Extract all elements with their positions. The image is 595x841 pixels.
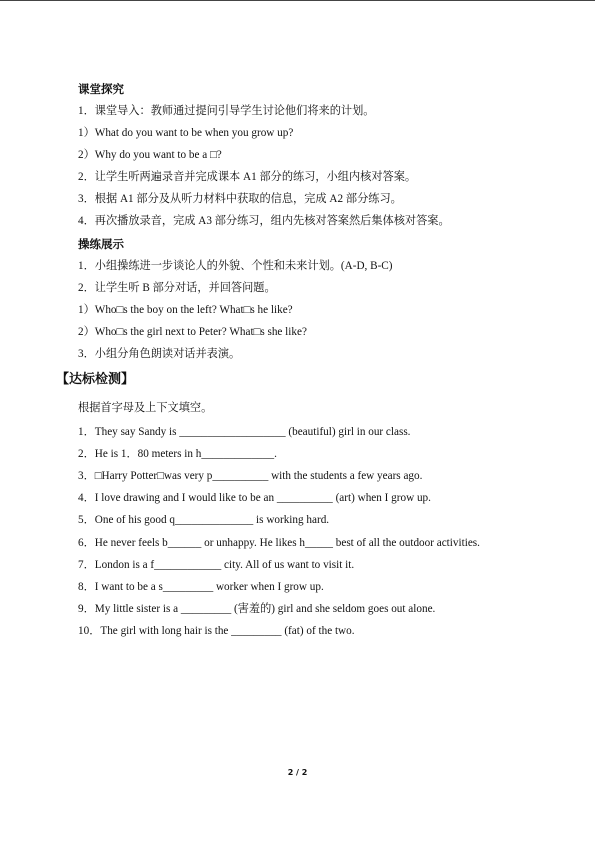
page-top-border: [0, 0, 595, 1]
fill-in-exercise-list: [78, 421, 528, 642]
exercise-item: 3．□Harry Potter□was very p__________ with the students a few years ago.: [78, 470, 423, 483]
exercise-item: 6．He never feels b______ or unhappy. He likes h_____ best of all the outdoor activities.: [78, 536, 480, 549]
practice-line: 1．小组操练进一步谈论人的外貌、个性和未来计划。(A-D, B-C): [78, 259, 393, 272]
practice-display-list: [78, 255, 528, 365]
exercise-item: 4．I love drawing and I would like to be an __________ (art) when I grow up.: [78, 492, 431, 505]
inquiry-line: 2）Why do you want to be a □?: [78, 149, 222, 162]
inquiry-line: 2．让学生听两遍录音并完成课本 A1 部分的练习，小组内核对答案。: [78, 171, 417, 184]
inquiry-line: 1．课堂导入：教师通过提问引导学生讨论他们将来的计划。: [78, 105, 375, 117]
exercise-item: 8．I want to be a s_________ worker when I grow up.: [78, 580, 324, 593]
section-heading-assessment: 【达标检测】: [56, 372, 135, 388]
practice-line: 2）Who□s the girl next to Peter? What□s she like?: [78, 325, 307, 338]
inquiry-line: 3．根据 A1 部分及从听力材料中获取的信息，完成 A2 部分练习。: [78, 193, 402, 206]
practice-line: 2．让学生听 B 部分对话，并回答问题。: [78, 281, 276, 294]
inquiry-line: 1）What do you want to be when you grow up?: [78, 127, 294, 140]
exercise-item: 7．London is a f____________ city. All of us want to visit it.: [78, 558, 355, 571]
exercise-instructions: 根据首字母及上下文填空。: [78, 402, 213, 415]
document-body: [56, 78, 528, 642]
exercise-item: 9．My little sister is a _________ (害羞的) girl and she seldom goes out alone.: [78, 602, 436, 615]
practice-line: 1）Who□s the boy on the left? What□s he like?: [78, 303, 293, 316]
exercise-item: 1．They say Sandy is ___________________ (beautiful) girl in our class.: [78, 426, 411, 439]
classroom-inquiry-list: [78, 100, 528, 233]
exercise-item: 2．He is 1．80 meters in h_____________.: [78, 448, 277, 461]
section-heading-classroom-inquiry: 课堂探究: [78, 82, 124, 96]
inquiry-line: 4．再次播放录音，完成 A3 部分练习，组内先核对答案然后集体核对答案。: [78, 215, 450, 228]
section-heading-practice-display: 操练展示: [78, 236, 124, 251]
exercise-item: 5．One of his good q______________ is working hard.: [78, 514, 330, 527]
exercise-item: 10．The girl with long hair is the _________ (fat) of the two.: [78, 624, 355, 637]
page-number: 2 / 2: [287, 768, 308, 777]
practice-line: 3．小组分角色朗读对话并表演。: [78, 347, 241, 360]
